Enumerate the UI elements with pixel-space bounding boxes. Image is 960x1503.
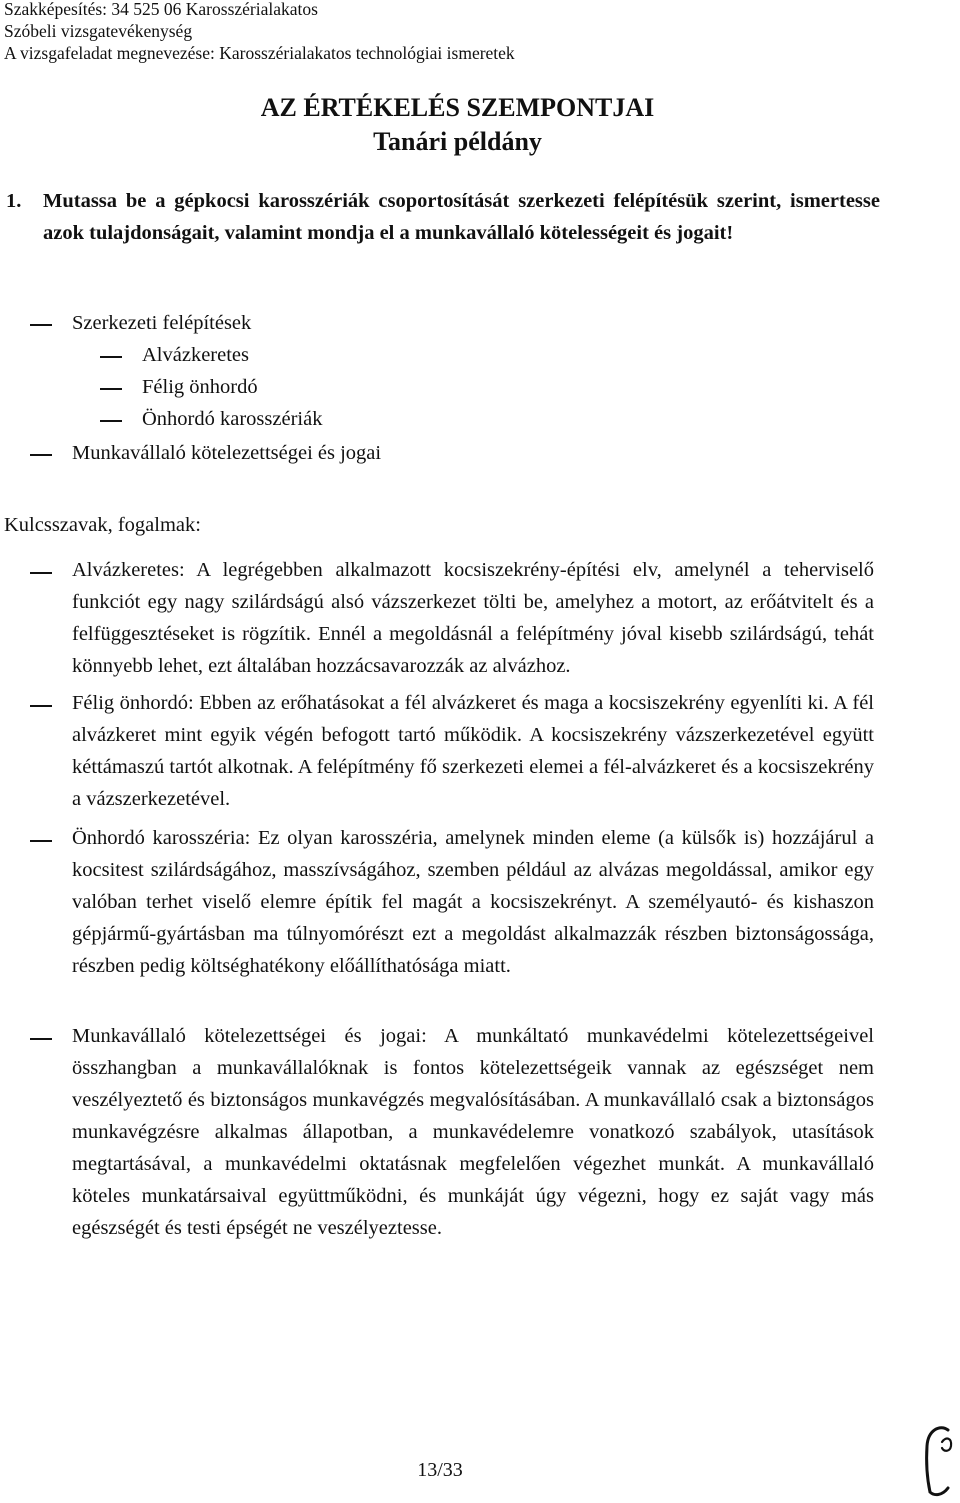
dash-bullet [30,572,52,574]
paragraph-text: Önhordó karosszéria: Ez olyan karosszéria, amelynek minden eleme (a külsők is) hozzájárul a kocsitest szilárdságához, masszívságához, szemben például az alvázas megoldással, amikor egy valóban terhet viselő elemre építik fel magát a kocsiszekrényt. A személyautó- és kishaszon gépjármű-gyártásban ma túlnyomórészt ezt a megoldást alkalmazzák részben biztonságossága, részben pedig költséghatékony előállíthatósága miatt. [72,827,874,977]
outline-subitem-semi-monocoque [100,371,258,403]
paragraph-monocoque [72,822,874,982]
paragraph-text: Munkavállaló kötelezettségei és jogai: A munkáltató munkavédelmi kötelezettségeivel összhangban a munkavállalóknak is fontos kötelezettségeik vannak az egészséget nem veszélyeztető és biztonságos munkavégzés megvalósításában. A munkavállaló csak a biztonságos munkavégzésre alkalmas állapotban, a munkavédelemre vonatkozó szabályok, utasítások megtartásával, a munkavédelmi oktatásnak megfelelően végezhet munkát. A munkavállaló köteles munkatársaival együttműködni, és munkáját úgy végezni, hogy ez saját vagy más egészségét és testi épségét ne veszélyeztesse. [72,1025,874,1239]
dash-bullet [100,356,122,358]
dash-bullet [30,324,52,326]
page-subtitle: Tanári példány [373,127,542,156]
outline-subitem-frame [100,339,249,371]
outline-item-label: Önhordó karosszériák [142,408,323,430]
header-exam-type: Szóbeli vizsgatevékenység [4,21,193,41]
outline-item-label: Szerkezeti felépítések [72,312,252,334]
dash-bullet [30,840,52,842]
page-title: AZ ÉRTÉKELÉS SZEMPONTJAI [260,93,655,122]
header-task-name: A vizsgafeladat megnevezése: Karosszérialakatos technológiai ismeretek [4,43,515,63]
question-block [0,186,880,249]
dash-bullet [30,454,52,456]
outline-item-label: Alvázkeretes [142,344,249,366]
paragraph-semi-monocoque [72,687,874,815]
dash-bullet [30,1038,52,1040]
paragraph-employee-duties [72,1020,874,1244]
header-qualification: Szakképesítés: 34 525 06 Karosszérialakatos [4,0,318,19]
page-number: 13/33 [417,1459,463,1481]
question-text: Mutassa be a gépkocsi karosszériák csoportosítását szerkezeti felépítésük szerint, ismertesse azok tulajdonságait, valamint mondja el a munkavállaló kötelességeit és jogait! [43,190,880,244]
logo-icon [918,1422,958,1502]
paragraph-text: Alvázkeretes: A legrégebben alkalmazott kocsiszekrény-építési elv, amelynél a teherviselő funkciót egy nagy szilárdságú alsó vázszerkezet tölti be, amelyhez a motort, az erőátvitelt és a felfüggesztéseket is rögzítik. Ennél a megoldásnál a felépítmény jóval kisebb szilárdságú, tehát könnyebb lehet, ezt általában hozzácsavarozzák az alvázhoz. [72,559,874,677]
paragraph-frame [72,554,874,682]
paragraph-text: Félig önhordó: Ebben az erőhatásokat a fél alvázkeret és maga a kocsiszekrény egyenlíti ki. A fél alvázkeret mint egyik végén befogott tartó működik. A kocsiszekrény vázszerkezetével együtt kéttámaszú tartót alkotnak. A felépítmény fő szerkezeti elemei a fél-alvázkeret és a kocsiszekrény a vázszerkezetével. [72,692,874,810]
keywords-label: Kulcsszavak, fogalmak: [4,514,201,536]
outline-item-employee-duties [30,437,381,469]
question-number: 1. [6,190,22,212]
outline-subitem-monocoque [100,403,322,435]
page-header [4,0,515,64]
outline-item-structures [30,307,251,339]
outline-item-label: Munkavállaló kötelezettségei és jogai [72,442,382,464]
dash-bullet [100,388,122,390]
outline-item-label: Félig önhordó [142,376,258,398]
dash-bullet [100,420,122,422]
dash-bullet [30,705,52,707]
